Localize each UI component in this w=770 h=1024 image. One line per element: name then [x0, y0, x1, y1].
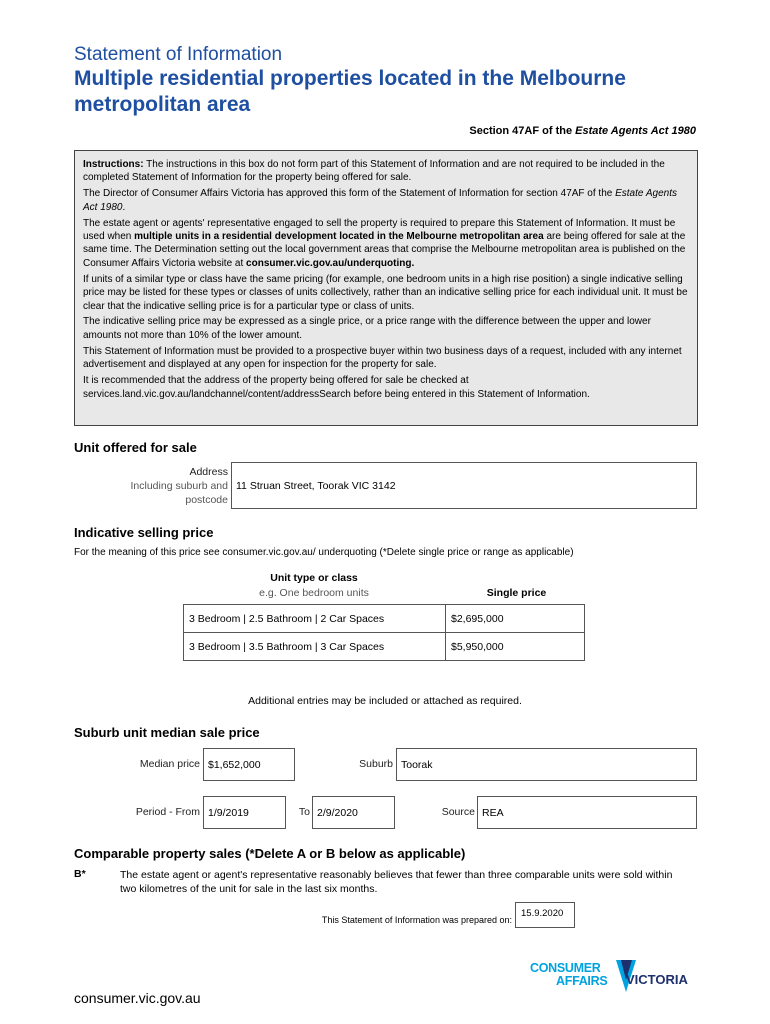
period-to-label: To — [298, 806, 310, 818]
document-heading: Multiple residential properties located in the Melbourne metropolitan area — [74, 67, 626, 116]
instructions-usage: The estate agent or agents' representative engaged to sell the property is required to prepare this Statement of Information. It must be used when multiple units in a residential development located in the Melbourne metropolitan area are being offered for sale at the same time. The Determination setting out the local government areas that comprise the Melbourne metropolitan area is published on the Consumer Affairs Victoria website at consumer.vic.gov.au/underquoting. — [83, 217, 686, 269]
logo-text-victoria: VICTORIA — [626, 972, 688, 987]
suburb-field[interactable]: Toorak — [396, 748, 697, 781]
source-label: Source — [441, 806, 475, 818]
indicative-price-note: For the meaning of this price see consumer.vic.gov.au/ underquoting (*Delete single price or range as applicable) — [74, 547, 574, 558]
prepared-on-label: This Statement of Information was prepared on: — [321, 915, 512, 925]
unit-offered-heading: Unit offered for sale — [74, 440, 197, 455]
median-price-heading: Suburb unit median sale price — [74, 725, 260, 740]
period-from-field[interactable]: 1/9/2019 — [203, 796, 286, 829]
instructions-pricing: If units of a similar type or class have the same pricing (for example, one bedroom units in a high rise position) a single indicative selling price may be listed for these types or classes of units collectively, rather than an indicative selling price for each individual unit. It must be clear that the indicative selling price is for a particular type or class of units. — [83, 273, 688, 312]
footer-url: consumer.vic.gov.au — [74, 990, 201, 1006]
indicative-price-heading: Indicative selling price — [74, 525, 214, 540]
suburb-label: Suburb — [359, 758, 393, 770]
unit-type-column-header: Unit type or class e.g. One bedroom units — [259, 572, 369, 599]
unit-type-cell[interactable]: 3 Bedroom | 2.5 Bathroom | 2 Car Spaces — [184, 605, 446, 633]
option-b-label: B* — [74, 868, 86, 880]
prepared-on-field[interactable]: 15.9.2020 — [515, 902, 575, 928]
additional-entries-note: Additional entries may be included or attached as required. — [248, 695, 522, 707]
instructions-intro: Instructions: The instructions in this box do not form part of this Statement of Information and are not required to be included in the completed Statement of Information for the property being offered for sale. — [83, 159, 665, 184]
statement-title: Statement of Information — [74, 44, 283, 65]
instructions-address-check: It is recommended that the address of the property being offered for sale be checked at services.land.vic.gov.au/landchannel/content/addressSearch before being entered in this Statement of Information. — [83, 375, 590, 400]
median-price-field[interactable]: $1,652,000 — [203, 748, 295, 781]
price-table — [183, 604, 585, 661]
address-field[interactable]: 11 Struan Street, Toorak VIC 3142 — [231, 462, 697, 509]
median-price-label: Median price — [139, 758, 200, 770]
single-price-column-header: Single price — [486, 587, 547, 599]
consumer-affairs-victoria-logo — [528, 958, 708, 1002]
logo-text-affairs: AFFAIRS — [556, 974, 608, 988]
comparable-sales-heading: Comparable property sales (*Delete A or B below as applicable) — [74, 846, 466, 861]
instructions-provision: This Statement of Information must be provided to a prospective buyer within two business days of a request, included with any internet advertisement and displayed at any open for inspection for the property for sale. — [83, 345, 682, 371]
logo-text-consumer: CONSUMER — [530, 961, 601, 975]
source-field[interactable]: REA — [477, 796, 697, 829]
period-to-field[interactable]: 2/9/2020 — [312, 796, 395, 829]
address-label: Address Including suburb and postcode — [130, 466, 228, 506]
unit-type-cell[interactable]: 3 Bedroom | 3.5 Bathroom | 3 Car Spaces — [184, 633, 446, 661]
instructions-box — [74, 150, 698, 426]
instructions-approval: The Director of Consumer Affairs Victoria has approved this form of the Statement of Information for section 47AF of the Estate Agents Act 1980. — [83, 188, 677, 213]
price-cell[interactable]: $5,950,000 — [446, 633, 585, 661]
instructions-range: The indicative selling price may be expressed as a single price, or a price range with the difference between the upper and lower amounts not more than 10% of the lower amount. — [83, 316, 651, 341]
table-row — [184, 633, 585, 661]
table-row — [184, 605, 585, 633]
section-reference: Section 47AF of the Estate Agents Act 1980 — [469, 125, 696, 137]
period-from-label: Period - From — [135, 806, 200, 818]
option-b-text: The estate agent or agent's representative reasonably believes that fewer than three comparable units were sold within two kilometres of the unit for sale in the last six months. — [120, 869, 673, 895]
price-cell[interactable]: $2,695,000 — [446, 605, 585, 633]
